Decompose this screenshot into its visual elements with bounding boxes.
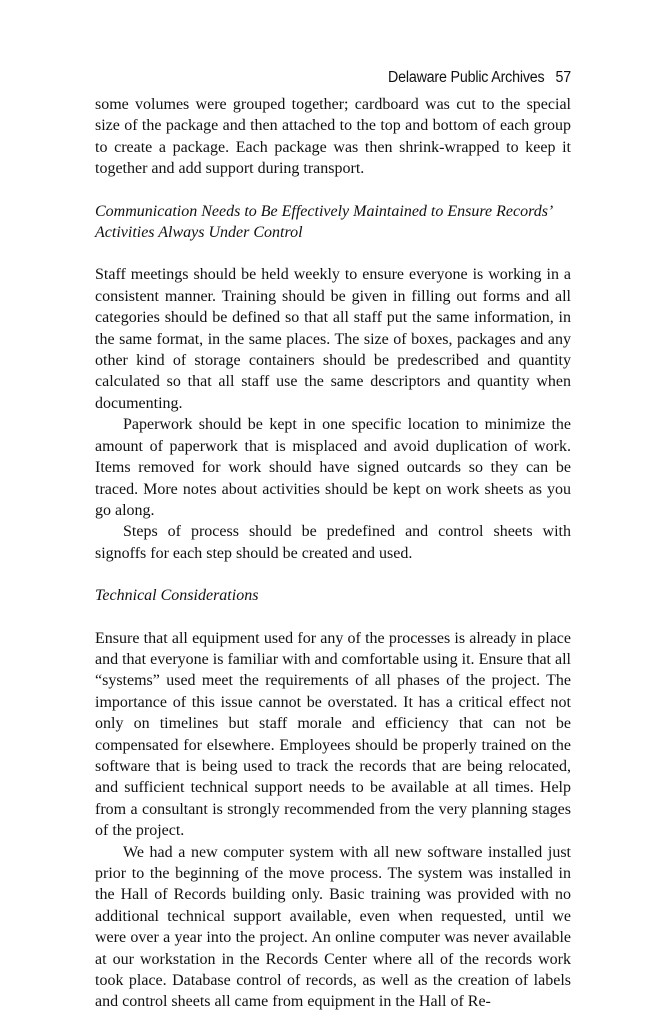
page-number: 57 (555, 69, 571, 86)
section-heading-technical: Technical Considerations (95, 587, 259, 605)
section-heading-communication: Communication Needs to Be Effectively Maintained to Ensure Records’ Activities Always Under Control (95, 202, 552, 242)
paragraph-computer-system: We had a new computer system with all new software installed just prior to the beginning of the move process. The system was installed in the Hall of Records building only. Basic training was provided with no additional technical support available, even when requested, until we were over a year into the project. An online computer was never available at our workstation in the Records Center where all of the records work took place. Database control of records, as well as the creation of labels and control sheets all came from equipment in the Hall of Re- (95, 843, 571, 1011)
paragraph-equipment: Ensure that all equipment used for any of the processes is already in place and that everyone is familiar with and comfortable using it. Ensure that all “systems” used meet the requirements of all phases of the project. The importance of this issue cannot be overstated. It has a critical effect not only on timelines but staff morale and efficiency that can not be compensated for elsewhere. Employees should be properly trained on the software that is being used to track the records that are being relocated, and sufficient technical support needs to be available at all times. Help from a consultant is strongly recommended from the very planning stages of the project. (95, 629, 571, 840)
running-head (133, 68, 571, 94)
running-title: Delaware Public Archives (387, 69, 545, 86)
paragraph-staff-meetings: Staff meetings should be held weekly to ensure everyone is working in a consistent manner. Training should be given in filling out forms and all categories should be defined so that all staff put the same information, in the same format, in the same places. The size of boxes, packages and any other kind of storage containers should be predescribed and quantity calculated so that all staff use the same descriptors and quantity when documenting. (95, 266, 571, 412)
paragraph-continued: some volumes were grouped together; cardboard was cut to the special size of the package and then attached to the top and bottom of each group to create a package. Each package was then shrink-wrapped to keep it together and add support during transport. (95, 96, 571, 178)
book-page (95, 68, 571, 1013)
paragraph-steps-of-process: Steps of process should be predefined and control sheets with signoffs for each step should be created and used. (95, 523, 571, 562)
paragraph-paperwork: Paperwork should be kept in one specific location to minimize the amount of paperwork that is misplaced and avoid duplication of work. Items removed for work should have signed outcards so they can be traced. More notes about activities should be kept on work sheets as you go along. (95, 416, 571, 519)
